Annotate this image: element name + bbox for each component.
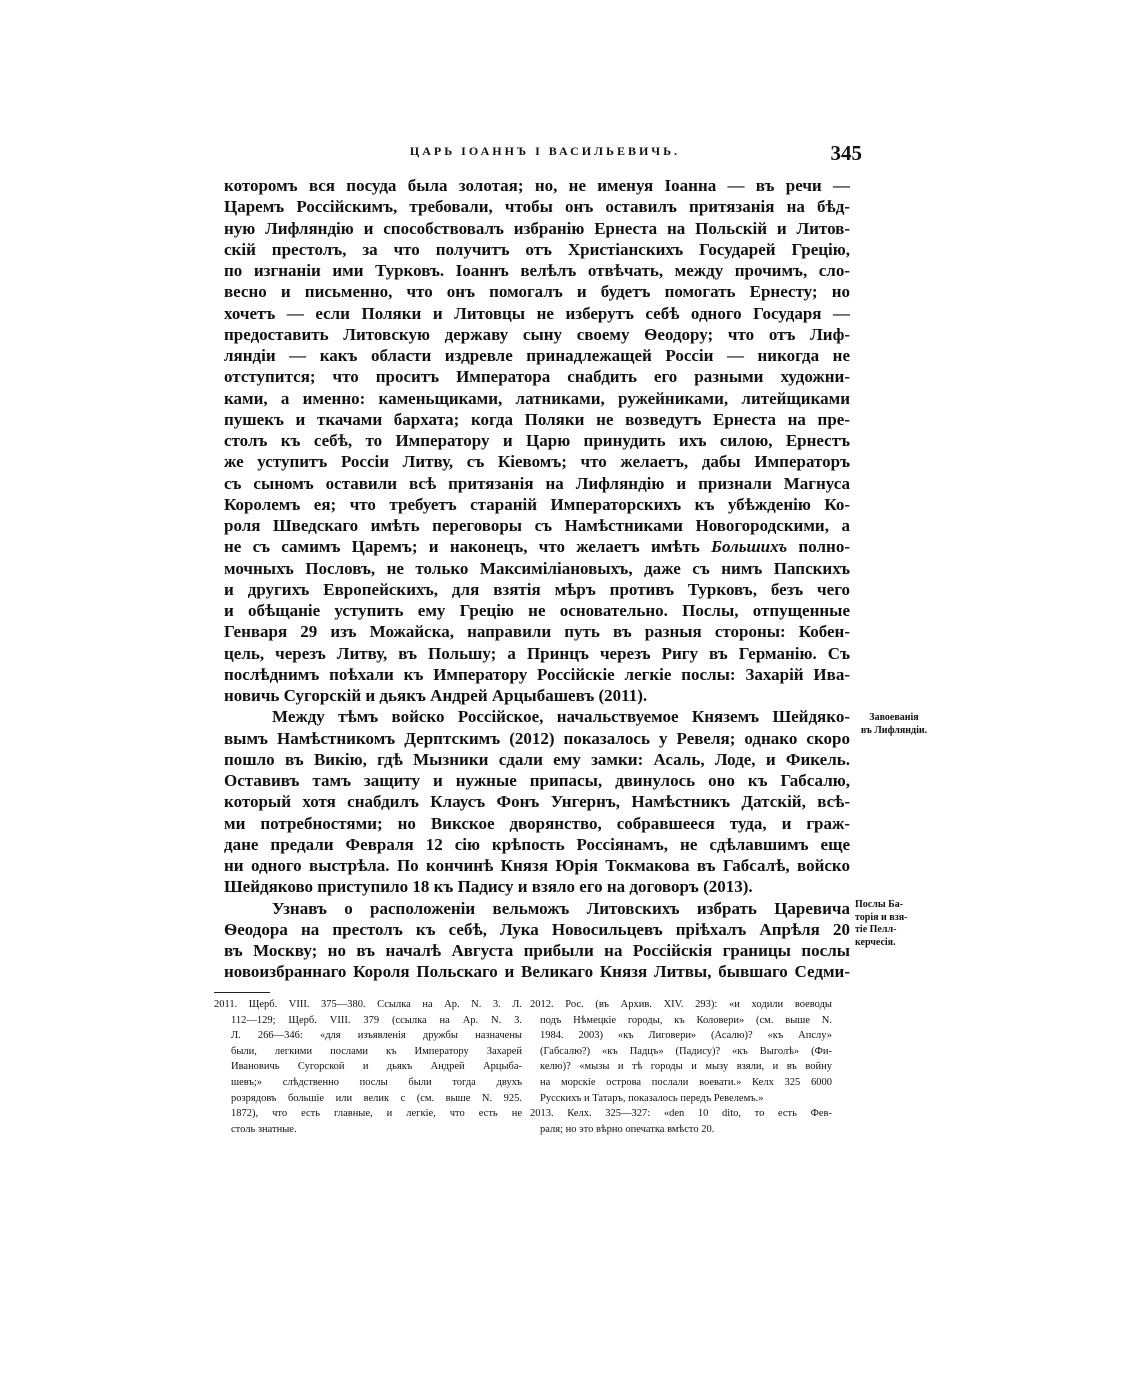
text-line: Между тѣмъ войско Россійское, начальствуемое Княземъ Шейдяко- xyxy=(272,707,850,727)
footnote-line: 2011. Щерб. VIII. 375—380. Ссылка на Ар. N. 3. Л. xyxy=(214,999,522,1010)
text-line: и обѣщаніе уступить ему Грецію не основательно. Послы, отпущенные xyxy=(224,601,850,620)
emphasized-word: Большихъ xyxy=(711,537,788,557)
text-line: Генваря 29 изъ Можайска, направили путь въ разныя стороны: Кобен- xyxy=(224,622,850,642)
text-line: послѣднимъ поѣхали къ Императору Россійскіе легкіе послы: Захарій Ива- xyxy=(224,664,850,684)
text-span: полно- xyxy=(787,537,850,557)
text-line: дане предали Февраля 12 сію крѣпость Россіянамъ, не сдѣлавшимъ еще xyxy=(224,834,850,854)
text-line: вымъ Намѣстникомъ Дерптскимъ (2012) показалось у Ревеля; однако скоро xyxy=(224,728,850,748)
text-line: по изгнаніи ими Турковъ. Іоаннъ велѣлъ отвѣчать, между прочимъ, сло- xyxy=(224,261,850,280)
text-line: который хотя снабдилъ Клаусъ Фонъ Унгернъ, Намѣстникъ Датскій, всѣ- xyxy=(224,792,850,812)
footnote xyxy=(214,997,522,1137)
paragraph xyxy=(224,898,850,983)
text-line: мочныхъ Пословъ, не только Максиміліановыхъ, даже съ нимъ Папскихъ xyxy=(224,558,850,578)
text-line: хочетъ — если Поляки и Литовцы не изберутъ себѣ одного Государя — xyxy=(224,303,850,323)
margin-note-line: тіе Пелл- xyxy=(855,924,897,935)
text-line: ную Лифляндію и способствовалъ избранію Ернеста на Польскій и Литов- xyxy=(224,218,850,238)
margin-note-line: въ Лифляндіи. xyxy=(860,724,928,736)
running-title: ЦАРЬ ІОАННЪ І ВАСИЛЬЕВИЧЬ. xyxy=(409,144,681,158)
text-line: пушекъ и ткачами бархата; когда Поляки не возведутъ Ернеста на пре- xyxy=(224,409,850,429)
margin-note-line: торія и взя- xyxy=(855,911,908,923)
footnote-line: на морскіе острова послали воевати.» Келх 325 6000 xyxy=(540,1076,832,1088)
text-line: ми потребностями; но Викское дворянство, собравшееся туда, и граж- xyxy=(224,813,850,833)
text-line: новоизбраннаго Короля Польскаго и Великаго Князя Литвы, бывшаго Седми- xyxy=(224,962,850,982)
page-number: 345 xyxy=(830,141,862,165)
footnote-line: 112—129; Щерб. VIII. 379 (ссылка на Ар. N. 3. xyxy=(231,1014,522,1026)
text-line: Оставивъ тамъ защиту и нужные припасы, двинулось оно къ Габсалю, xyxy=(224,771,850,790)
footnote-line: подъ Нѣмецкіе городы, къ Коловери» (см. выше N. xyxy=(540,1014,832,1026)
footnote-line: шевъ;» слѣдственно послы были тогда двухъ xyxy=(231,1076,522,1088)
margin-note-line: Послы Ба- xyxy=(855,899,904,910)
text-line: ни одного выстрѣла. По кончинѣ Князя Юрія Токмакова въ Габсалѣ, войско xyxy=(224,856,850,875)
footnote xyxy=(530,997,832,1106)
text-line: въ Москву; но въ началѣ Августа прибыли на Россійскія границы послы xyxy=(224,941,850,960)
paragraph xyxy=(224,175,850,706)
footnote-line: 1984. 2003) «къ Лиговери» (Асалю)? «къ Апслу» xyxy=(540,1030,832,1042)
text-line: новичь Сугорскій и дьякъ Андрей Арцыбашевъ (2011). xyxy=(224,686,648,705)
footnote-line: (Габсалю?) «къ Падцъ» (Падису)? «къ Выголѣ» (Фи- xyxy=(540,1045,832,1057)
margin-note-line: керчесія. xyxy=(855,936,896,948)
text-line xyxy=(224,536,850,557)
footnotes-left-column xyxy=(214,997,522,1137)
text-line: столъ къ себѣ, то Императору и Царю принудить ихъ силою, Ернестъ xyxy=(224,431,850,450)
footnote-line: были, легкими послами къ Императору Захарей xyxy=(231,1045,522,1057)
footnote-line: 2012. Рос. (въ Архив. XIV. 293): «и ходили воеводы xyxy=(530,999,832,1010)
footnote xyxy=(530,1106,832,1137)
footnote-line: столь знатные. xyxy=(231,1123,297,1135)
text-line: пошло въ Викію, гдѣ Мызники сдали ему замки: Асаль, Лоде, и Фикель. xyxy=(224,749,850,769)
margin-note-conquests xyxy=(848,712,940,737)
footnote-line: 2013. Келх. 325—327: «den 10 dito, то есть Фев- xyxy=(530,1108,832,1120)
text-line: ками, а именно: каменьщиками, латниками, ружейниками, литейщиками xyxy=(224,388,850,408)
text-line: весно и письменно, что онъ помогалъ и будетъ помогать Ернесту; но xyxy=(224,282,850,302)
margin-note-line: Завоеванія xyxy=(869,712,919,723)
footnote-line: раля; но это вѣрно опечатка вмѣсто 20. xyxy=(540,1123,715,1135)
text-line: скій престолъ, за что получитъ отъ Христіанскихъ Государей Грецію, xyxy=(224,239,850,259)
footnote-line: розрядовъ большіе или велик с (см. выше N. 925. xyxy=(231,1092,522,1104)
footnote-line: келю)? «мызы и тѣ городы и мызу взяли, и въ войну xyxy=(540,1061,832,1073)
text-line: цель, черезъ Литву, въ Польшу; а Принцъ черезъ Ригу въ Германію. Съ xyxy=(224,643,850,663)
footnote-rule xyxy=(214,992,270,993)
text-span: не съ самимъ Царемъ; и наконецъ, что желаетъ имѣть xyxy=(224,537,712,557)
text-line: Узнавъ о расположеніи вельможъ Литовскихъ избрать Царевича xyxy=(272,898,850,918)
text-line: съ сыномъ оставили всѣ притязанія на Лифляндію и признали Магнуса xyxy=(224,473,850,493)
paragraph xyxy=(224,706,850,897)
text-line: Царемъ Россійскимъ, требовали, чтобы онъ оставилъ притязанія на бѣд- xyxy=(224,197,850,217)
main-text xyxy=(224,175,850,983)
text-line: которомъ вся посуда была золотая; но, не именуя Іоанна — въ речи — xyxy=(224,176,850,195)
text-line: Ѳеодора на престолъ къ себѣ, Лука Новосильцевъ пріѣхалъ Апрѣля 20 xyxy=(224,919,850,939)
margin-note-envoys xyxy=(855,899,937,949)
footnote-line: 1872), что есть главные, и легкіе, что есть не xyxy=(231,1108,522,1120)
text-line: Шейдяково приступило 18 къ Падису и взяло его на договоръ (2013). xyxy=(224,877,753,897)
footnotes-right-column xyxy=(530,997,832,1137)
text-line: и другихъ Европейскихъ, для взятія мѣръ противъ Турковъ, безъ чего xyxy=(224,579,850,599)
footnote-line: Русскихъ и Татаръ, показалось передъ Ревелемъ.» xyxy=(540,1092,764,1104)
text-line: ляндіи — какъ области издревле принадлежащей Россіи — никогда не xyxy=(224,346,850,365)
text-line: отступится; что проситъ Императора снабдить его разными художни- xyxy=(224,367,850,387)
text-line: же уступитъ Россіи Литву, съ Кіевомъ; что желаетъ, дабы Императоръ xyxy=(224,452,850,472)
text-line: предоставить Литовскую державу сыну своему Ѳеодору; что отъ Лиф- xyxy=(224,324,850,344)
footnote-line: Л. 266—346: «для изъявленія дружбы назначены xyxy=(231,1030,522,1042)
text-line: роля Шведскаго имѣть переговоры съ Намѣстниками Новогородскими, а xyxy=(224,516,850,535)
text-line: Королемъ ея; что требуетъ стараній Императорскихъ къ убѣжденію Ко- xyxy=(224,494,850,514)
footnote-line: Ивановичь Сугорской и дьякъ Андрей Арцыба- xyxy=(231,1061,522,1073)
